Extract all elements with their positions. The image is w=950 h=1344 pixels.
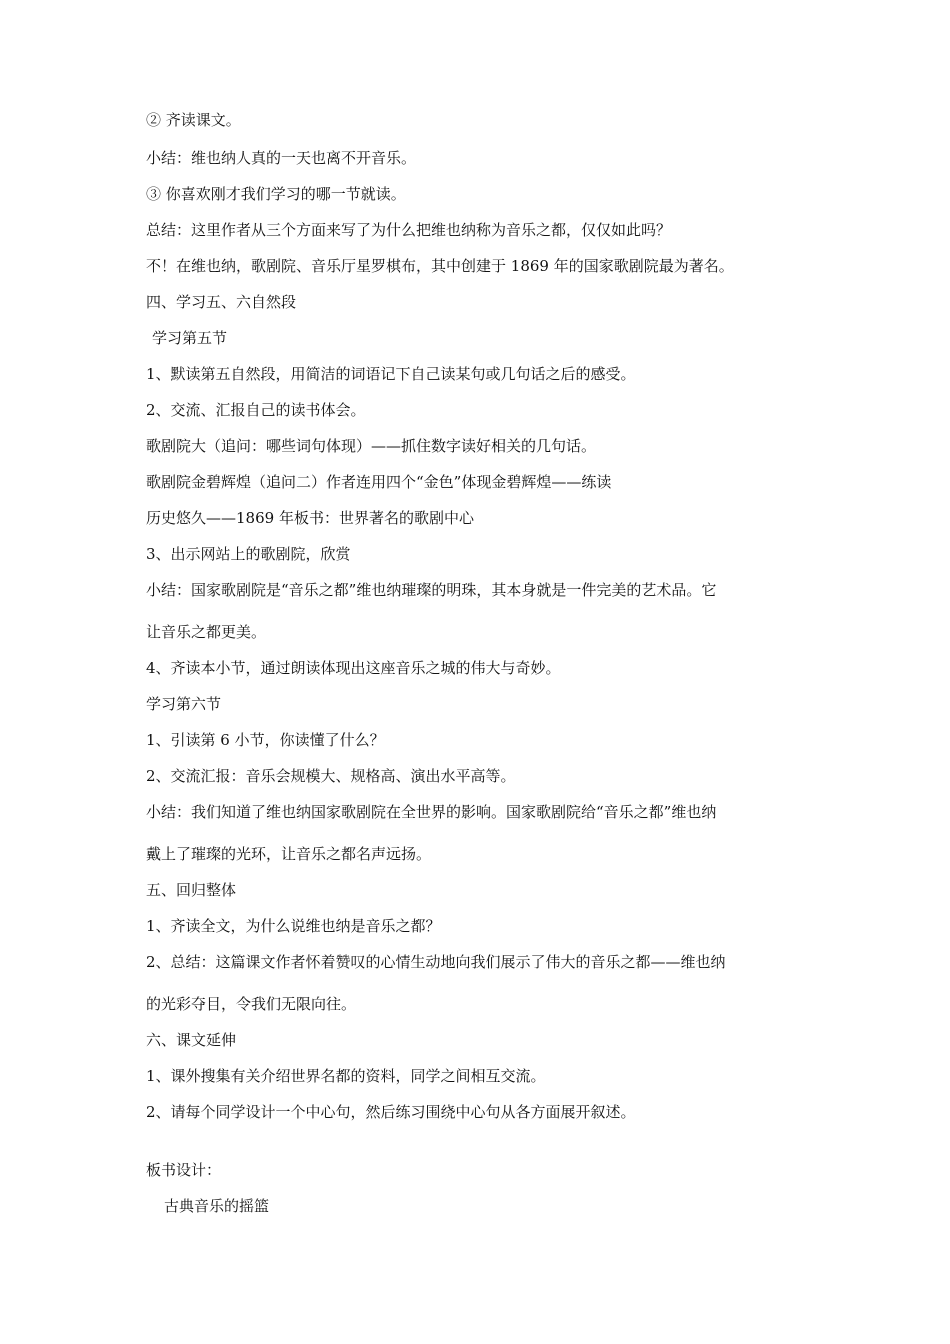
text-line: 1、课外搜集有关介绍世界名都的资料，同学之间相互交流。 <box>146 1067 546 1085</box>
text-line: ② 齐读课文。 <box>146 111 241 129</box>
subsection-heading: 学习第五节 <box>152 329 228 347</box>
text-line: 2、交流、汇报自己的读书体会。 <box>146 401 366 419</box>
text-line: 戴上了璀璨的光环，让音乐之都名声远扬。 <box>146 845 432 863</box>
text-line: 总结：这里作者从三个方面来写了为什么把维也纳称为音乐之都，仅仅如此吗？ <box>146 221 672 239</box>
text-line: 1、齐读全文，为什么说维也纳是音乐之都？ <box>146 917 441 935</box>
blackboard-design-label: 板书设计： <box>146 1161 222 1179</box>
section-heading: 四、学习五、六自然段 <box>146 293 297 311</box>
text-line: 的光彩夺目，令我们无限向往。 <box>146 995 357 1013</box>
text-line: 2、总结：这篇课文作者怀着赞叹的心情生动地向我们展示了伟大的音乐之都——维也纳 <box>146 953 726 971</box>
text-line: ③ 你喜欢刚才我们学习的哪一节就读。 <box>146 185 406 203</box>
section-heading: 五、回归整体 <box>146 881 237 899</box>
text-line: 歌剧院金碧辉煌（追问二）作者连用四个“金色”体现金碧辉煌——练读 <box>146 473 612 491</box>
text-line: 小结：我们知道了维也纳国家歌剧院在全世界的影响。国家歌剧院给“音乐之都”维也纳 <box>146 803 717 821</box>
blackboard-title: 古典音乐的摇篮 <box>164 1197 270 1215</box>
subsection-heading: 学习第六节 <box>146 695 222 713</box>
text-line: 历史悠久——1869 年板书：世界著名的歌剧中心 <box>146 509 474 527</box>
text-line: 4、齐读本小节，通过朗读体现出这座音乐之城的伟大与奇妙。 <box>146 659 561 677</box>
text-line: 小结：国家歌剧院是“音乐之都”维也纳璀璨的明珠，其本身就是一件完美的艺术品。它 <box>146 581 717 599</box>
text-line: 3、出示网站上的歌剧院，欣赏 <box>146 545 351 563</box>
text-line: 歌剧院大（追问：哪些词句体现）——抓住数字读好相关的几句话。 <box>146 437 597 455</box>
text-line: 2、交流汇报：音乐会规模大、规格高、演出水平高等。 <box>146 767 516 785</box>
text-line: 让音乐之都更美。 <box>146 623 267 641</box>
text-line: 1、引读第 6 小节，你读懂了什么？ <box>146 731 385 749</box>
text-line: 不！在维也纳，歌剧院、音乐厅星罗棋布，其中创建于 1869 年的国家歌剧院最为著名。 <box>146 257 734 275</box>
text-line: 2、请每个同学设计一个中心句，然后练习围绕中心句从各方面展开叙述。 <box>146 1103 636 1121</box>
text-line: 1、默读第五自然段，用简洁的词语记下自己读某句或几句话之后的感受。 <box>146 365 636 383</box>
section-heading: 六、课文延伸 <box>146 1031 237 1049</box>
text-line: 小结：维也纳人真的一天也离不开音乐。 <box>146 149 417 167</box>
